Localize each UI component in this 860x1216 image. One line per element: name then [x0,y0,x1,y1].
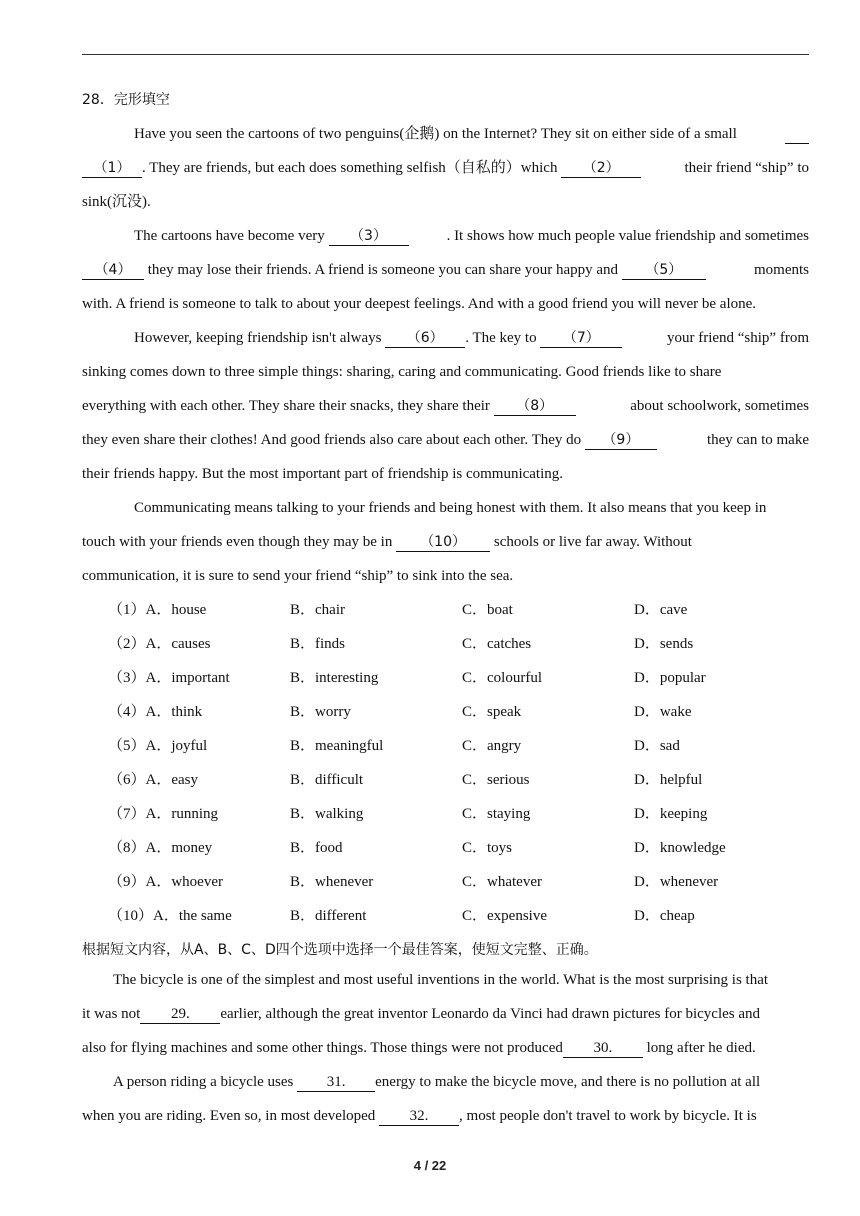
text-run: C．staying [462,806,531,822]
text-run: However, keeping friendship isn't always [134,330,382,346]
text-run: schools or live far away. Without [493,534,692,550]
text-run: it was not [82,1006,141,1022]
text-run: B．whenever [290,874,374,890]
passage-line: communication, it is sure to send your friend “ship” to sink into the sea. [82,568,514,584]
text-run: D．cheap [634,908,695,924]
question-label: 28．完形填空 [82,92,170,108]
text-run: C．speak [462,704,522,720]
text-run: （4）A．think [108,704,203,720]
text-run: , most people don't travel to work by bicycle. It is [459,1108,757,1124]
passage-line [82,430,809,450]
blank-32[interactable]: 32. [379,1107,459,1126]
text-run: Have you seen the cartoons of two penguins(企鹅) on the Internet? They sit on either side of a small [134,126,737,142]
blank-1[interactable]: （1） [82,159,142,178]
text-run: they even share their clothes! And good friends also care about each other. They do [82,432,582,448]
blank-3[interactable]: （3） [329,227,409,246]
text-run: （3）A．important [108,670,230,686]
blank-2[interactable]: （2） [561,159,641,178]
text-run: . They are friends, but each does something selfish（自私的）which [142,160,558,176]
text-run: earlier, although the great inventor Leonardo da Vinci had drawn pictures for bicycles and [220,1006,761,1022]
passage-line [82,1072,809,1092]
blank-5[interactable]: （5） [622,261,706,280]
page-number: 4 / 22 [413,1158,447,1173]
blank-31[interactable]: 31. [297,1073,375,1092]
text-run: C．colourful [462,670,542,686]
blank-1-start [785,124,809,144]
text-run: long after he died. [646,1040,756,1056]
passage-line [82,396,809,416]
text-run: D．helpful [634,772,703,788]
passage-line: sink(沉没). [82,194,151,210]
text-run: B．food [290,840,343,856]
passage-line: with. A friend is someone to talk to about your deepest feelings. And with a good friend you will never be alone. [82,296,757,312]
text-run: B．walking [290,806,364,822]
text-run: D．wake [634,704,692,720]
text-run: everything with each other. They share their snacks, they share their [82,398,490,414]
passage-line: their friends happy. But the most important part of friendship is communicating. [82,466,564,482]
text-run: when you are riding. Even so, in most developed [82,1108,376,1124]
text-run: also for flying machines and some other things. Those things were not produced [82,1040,563,1056]
blank-6[interactable]: （6） [385,329,465,348]
text-run: （6）A．easy [108,772,198,788]
text-run: about schoolwork, sometimes [630,398,809,414]
text-run: they may lose their friends. A friend is someone you can share your happy and [147,262,619,278]
passage-line [82,328,809,348]
text-run: B．difficult [290,772,364,788]
text-run: （9）A．whoever [108,874,223,890]
passage-line [82,226,809,246]
text-run: B．finds [290,636,346,652]
text-run: B．worry [290,704,351,720]
text-run: D．sends [634,636,694,652]
text-run: they can to make [706,432,809,448]
text-run: moments [754,262,809,278]
text-run: D．knowledge [634,840,726,856]
text-run: D．popular [634,670,706,686]
text-run: （1）A．house [108,602,207,618]
passage-line: The bicycle is one of the simplest and most useful inventions in the world. What is the most surprising is that [113,972,769,988]
text-run: . It shows how much people value friendship and sometimes [446,228,809,244]
text-run: （7）A．running [108,806,218,822]
passage-line [82,124,809,144]
text-run: C．boat [462,602,513,618]
passage-line [82,532,809,552]
text-run: D．keeping [634,806,708,822]
text-run: A person riding a bicycle uses [113,1074,294,1090]
blank-30[interactable]: 30. [563,1039,643,1058]
passage-line [82,1106,809,1126]
text-run: touch with your friends even though they may be in [82,534,393,550]
blank-7[interactable]: （7） [540,329,622,348]
text-run: （2）A．causes [108,636,211,652]
passage-line [82,1004,809,1024]
text-run: B．meaningful [290,738,384,754]
text-run: D．sad [634,738,680,754]
blank-8[interactable]: （8） [494,397,576,416]
text-run: C．catches [462,636,532,652]
text-run: C．angry [462,738,522,754]
text-run: （5）A．joyful [108,738,208,754]
passage-line [82,158,809,178]
text-run: D．whenever [634,874,719,890]
text-run: energy to make the bicycle move, and there is no pollution at all [375,1074,761,1090]
text-run: B．interesting [290,670,379,686]
text-run: D．cave [634,602,688,618]
text-run: C．toys [462,840,513,856]
text-run: C．whatever [462,874,542,890]
passage-line [82,260,809,280]
text-run: （8）A．money [108,840,213,856]
blank-4[interactable]: （4） [82,261,144,280]
section-instruction: 根据短文内容，从A、B、C、D四个选项中选择一个最佳答案，使短文完整、正确。 [82,942,598,958]
passage-line: sinking comes down to three simple things: sharing, caring and communicating. Good friends like to share [82,364,722,380]
blank-10[interactable]: （10） [396,533,490,552]
passage-line [82,1038,809,1058]
header-rule [82,54,809,55]
text-run: C．expensive [462,908,547,924]
text-run: B．chair [290,602,345,618]
blank-29[interactable]: 29. [140,1005,220,1024]
text-run: B．different [290,908,367,924]
passage-line: Communicating means talking to your friends and being honest with them. It also means that you keep in [134,500,767,516]
text-run: your friend “ship” from [666,330,809,346]
text-run: The cartoons have become very [134,228,325,244]
text-run: （10）A．the same [108,908,232,924]
blank-9[interactable]: （9） [585,431,657,450]
text-run: . The key to [465,330,537,346]
text-run: C．serious [462,772,530,788]
text-run: their friend “ship” to [684,160,809,176]
